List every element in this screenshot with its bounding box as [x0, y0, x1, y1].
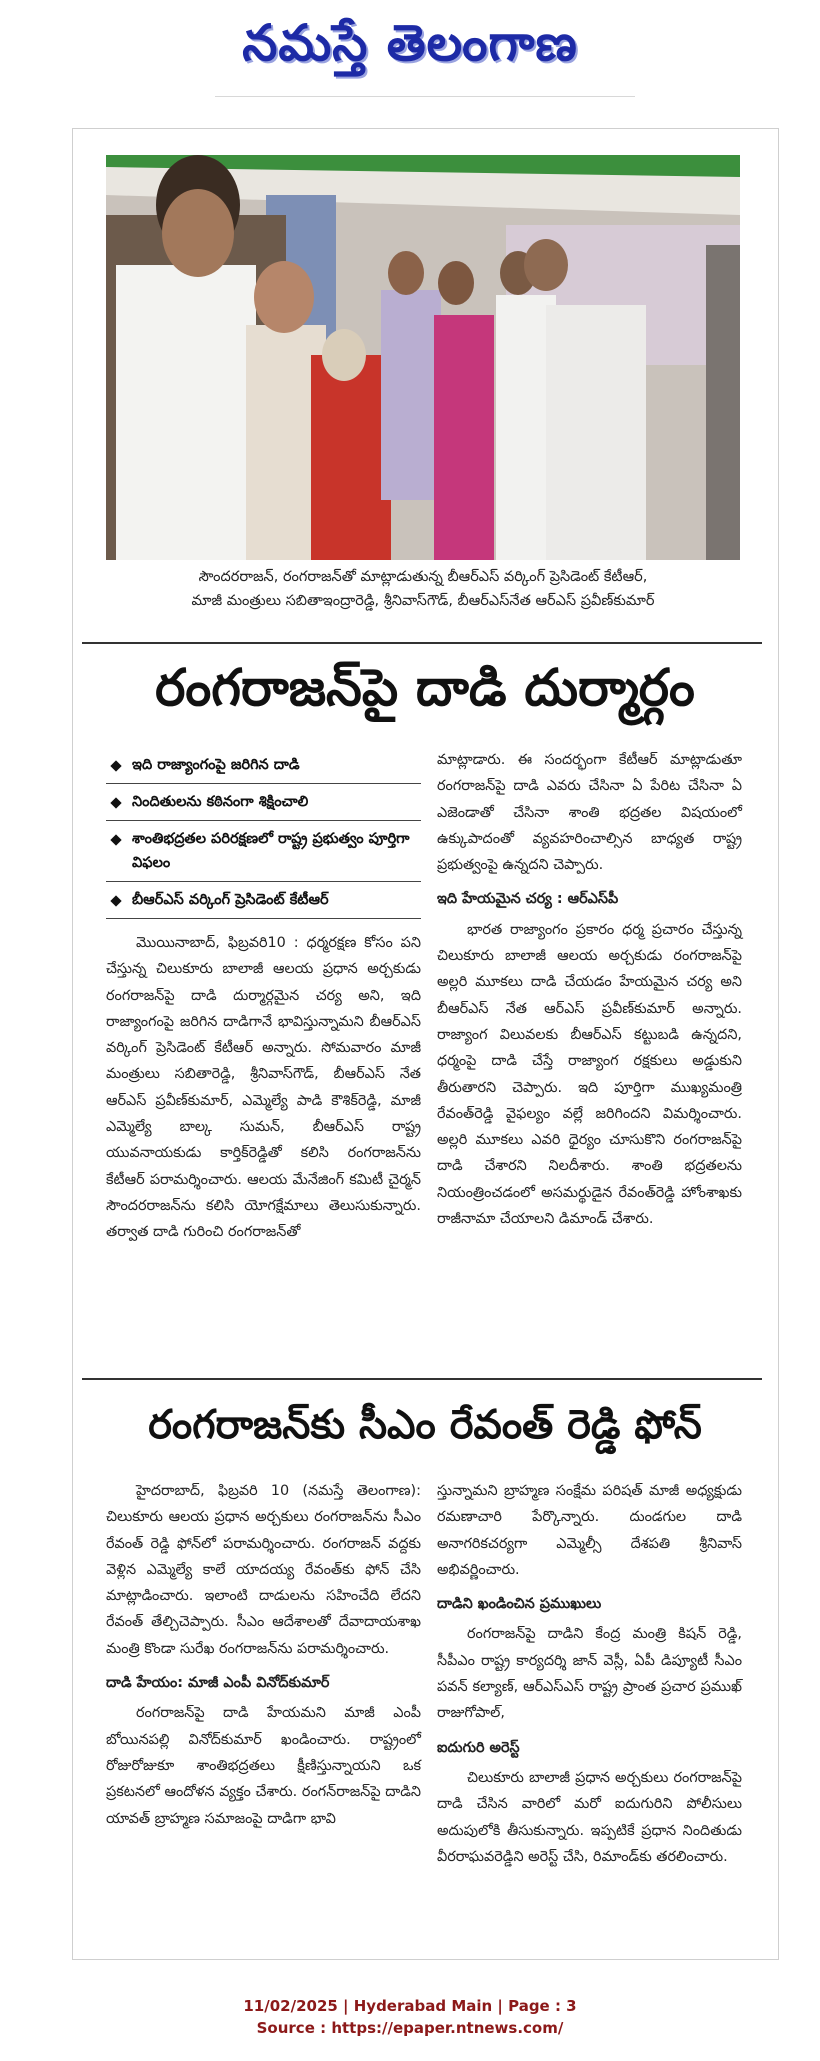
masthead-rule [215, 96, 635, 97]
masthead [0, 0, 820, 112]
highlight-item: నిందితులను కఠినంగా శిక్షించాలి [106, 784, 421, 821]
footer-source-link[interactable]: Source : https://epaper.ntnews.com/ [256, 2019, 564, 2037]
highlight-item: బీఆర్ఎస్ వర్కింగ్ ప్రెసిడెంట్ కేటీఆర్ [106, 882, 421, 919]
article-1-subhead: ఇది హేయమైన చర్య : ఆర్ఎస్‌పీ [437, 891, 619, 908]
article-2-left-column [106, 1478, 421, 1832]
article-2-body-cont: స్తున్నామని బ్రాహ్మణ సంక్షేమ పరిషత్ మాజీ అధ్యక్షుడు రమణాచారి పేర్కొన్నారు. దుండగుల దాడి అనాగరికచర్యగా ఎమ్మెల్సీ దేశపతి శ్రీనివాస్ అభివర్ణించారు. [437, 1483, 742, 1578]
article-1-right-column [437, 747, 742, 1232]
section-divider [82, 642, 762, 644]
article-2-headline: రంగరాజన్‌కు సీఎం రేవంత్ రెడ్డి ఫోన్ [148, 1402, 702, 1448]
photo-caption [106, 565, 740, 613]
page-footer [0, 1995, 820, 2039]
article-1-body: మొయినాబాద్, ఫిబ్రవరి10 : ధర్మరక్షణ కోసం పని చేస్తున్న చిలుకూరు బాలాజీ ఆలయ ప్రధాన అర్చకుడు రంగరాజన్‌పై దాడి దుర్మార్గమైన చర్య అని, ఇది రాజ్యాంగంపై జరిగిన దాడిగానే భావిస్తున్నామని బీఆర్ఎస్ వర్కింగ్ ప్రెసిడెంట్ కేటీఆర్ అన్నారు. సోమవారం మాజీ మంత్రులు సబితారెడ్డి, శ్రీనివాస్‌గౌడ్, బీఆర్ఎస్ నేత ఆర్ఎస్ ప్రవీణ్‌కుమార్, ఎమ్మెల్యే పాడి కౌశిక్‌రెడ్డి, మాజీ ఎమ్మెల్యే బాల్క సుమన్, బీఆర్ఎస్ రాష్ట్ర యువనాయకుడు కార్తిక్‌రెడ్డితో కలిసి రంగరాజన్‌ను కేటీఆర్ పరామర్శించారు. ఆలయ మేనేజింగ్ కమిటీ చైర్మన్ సౌందరరాజన్‌ను కలిసి యోగక్షేమాలు తెలుసుకున్నారు. తర్వాత దాడి గురించి రంగరాజన్‌తో [106, 935, 421, 1241]
article-2-body-3: రంగరాజన్‌పై దాడిని కేంద్ర మంత్రి కిషన్ రెడ్డి, సీపీఎం రాష్ట్ర కార్యదర్శి జాన్ వెస్లీ, ఏపీ డిప్యూటీ సీఎం పవన్ కల్యాణ్, ఆర్ఎస్ఎస్ రాష్ట్ర ప్రాంత ప్రచార ప్రముఖ్ రాజుగోపాల్, [437, 1626, 742, 1722]
footer-edition-info: 11/02/2025 | Hyderabad Main | Page : 3 [243, 1997, 577, 2015]
article-2-body-2: రంగరాజన్‌పై దాడి హేయమని మాజీ ఎంపీ బోయినపల్లి వినోద్‌కుమార్ ఖండించారు. రాష్ట్రంలో రోజురోజుకూ శాంతిభద్రతలు క్షీణిస్తున్నాయని ఒక ప్రకటనలో ఆందోళన వ్యక్తం చేశారు. రంగన్‌రాజన్‌పై దాడిని యావత్ బ్రాహ్మణ సమాజంపై దాడిగా భావి [106, 1705, 421, 1827]
article-2-body: హైదరాబాద్, ఫిబ్రవరి 10 (నమస్తే తెలంగాణ): చిలుకూరు ఆలయ ప్రధాన అర్చకులు రంగరాజన్‌ను సీఎం రేవంత్ రెడ్డి ఫోన్‌లో పరామర్శించారు. రంగరాజన్ వద్దకు వెళ్లిన ఎమ్మెల్యే కాలే యాదయ్య రేవంత్‌కు ఫోన్ చేసి మాట్లాడించారు. ఇలాంటి దాడులను సహించేది లేదని రేవంత్ తేల్చిచెప్పారు. సీఎం ఆదేశాలతో దేవాదాయశాఖ మంత్రి కొండా సురేఖ రంగరాజన్‌ను పరామర్శించారు. [106, 1483, 421, 1657]
article-1-left-column [106, 930, 421, 1246]
highlight-item: ఇది రాజ్యాంగంపై జరిగిన దాడి [106, 747, 421, 784]
article-2-subhead-2: దాడిని ఖండించిన ప్రముఖులు [437, 1596, 602, 1613]
article-2-right-column [437, 1478, 742, 1870]
article-2-subhead-3: ఐదుగురి అరెస్ట్ [437, 1739, 520, 1756]
caption-line-2: మాజీ మంత్రులు సబితాఇంద్రారెడ్డి, శ్రీనివాస్‌గౌడ్, బీఆర్ఎస్‌నేత ఆర్ఎస్ ప్రవీణ్‌కుమార్ [191, 593, 655, 609]
news-photo [106, 155, 740, 560]
article-2-body-4: చిలుకూరు బాలాజీ ప్రధాన అర్చకులు రంగరాజన్‌పై దాడి చేసిన వారిలో మరో ఐదుగురిని పోలీసులు అదుపులోకి తీసుకున్నారు. ఇప్పటికే ప్రధాన నిందితుడు వీరరాఘవరెడ్డిని అరెస్ట్ చేసి, రిమాండ్‌కు తరలించారు. [437, 1769, 742, 1865]
article-1-highlights [106, 747, 421, 919]
article-1-headline: రంగరాజన్‌పై దాడి దుర్మార్గం [155, 659, 695, 718]
article-2-subhead: దాడి హేయం: మాజీ ఎంపీ వినోద్‌కుమార్ [106, 1675, 330, 1692]
highlight-item: శాంతిభద్రతల పరిరక్షణలో రాష్ట్ర ప్రభుత్వం పూర్తిగా విఫలం [106, 821, 421, 882]
article-1-body-cont: మాట్లాడారు. ఈ సందర్భంగా కేటీఆర్ మాట్లాడుతూ రంగరాజన్‌పై దాడి ఎవరు చేసినా ఏ పేరిట చేసినా ఏ ఎజెండాతో చేసినా శాంతి భద్రతల విషయంలో ఉక్కుపాదంతో వ్యవహరించాల్సిన బాధ్యత రాష్ట్ర ప్రభుత్వంపై ఉన్నదని చెప్పారు. [437, 752, 742, 874]
photo-illustration [106, 155, 740, 560]
caption-line-1: సౌందరరాజన్, రంగరాజన్‌తో మాట్లాడుతున్న బీఆర్ఎస్ వర్కింగ్ ప్రెసిడెంట్ కేటీఆర్, [198, 569, 648, 585]
article-1-body-2: భారత రాజ్యాంగం ప్రకారం ధర్మ ప్రచారం చేస్తున్న చిలుకూరు బాలాజీ ఆలయ అర్చకుడు రంగరాజన్‌పై అల్లరి మూకలు దాడి చేయడం హేయమైన చర్య అని బీఆర్ఎస్ నేత ఆర్ఎస్ ప్రవీణ్‌కుమార్ అన్నారు. రాజ్యాంగ విలువలకు బీఆర్ఎస్ కట్టుబడి ఉన్నదని, ధర్మంపై దాడి చేస్తే రాజ్యాంగ రక్షకులు అడ్డుకుని తీరుతారని చెప్పారు. ఇది పూర్తిగా ముఖ్యమంత్రి రేవంత్‌రెడ్డి వైఫల్యం వల్లే జరిగిందని విమర్శించారు. అల్లరి మూకలు ఎవరి ధైర్యం చూసుకొని రంగరాజన్‌పై దాడి చేశారని నిలదీశారు. శాంతి భద్రతలను నియంత్రించడంలో అసమర్థుడైన రేవంత్‌రెడ్డి హోంశాఖకు రాజీనామా చేయాలని డిమాండ్ చేశారు. [437, 921, 742, 1228]
newspaper-logo: నమస్తే తెలంగాణ [242, 14, 578, 72]
section-divider [82, 1378, 762, 1380]
